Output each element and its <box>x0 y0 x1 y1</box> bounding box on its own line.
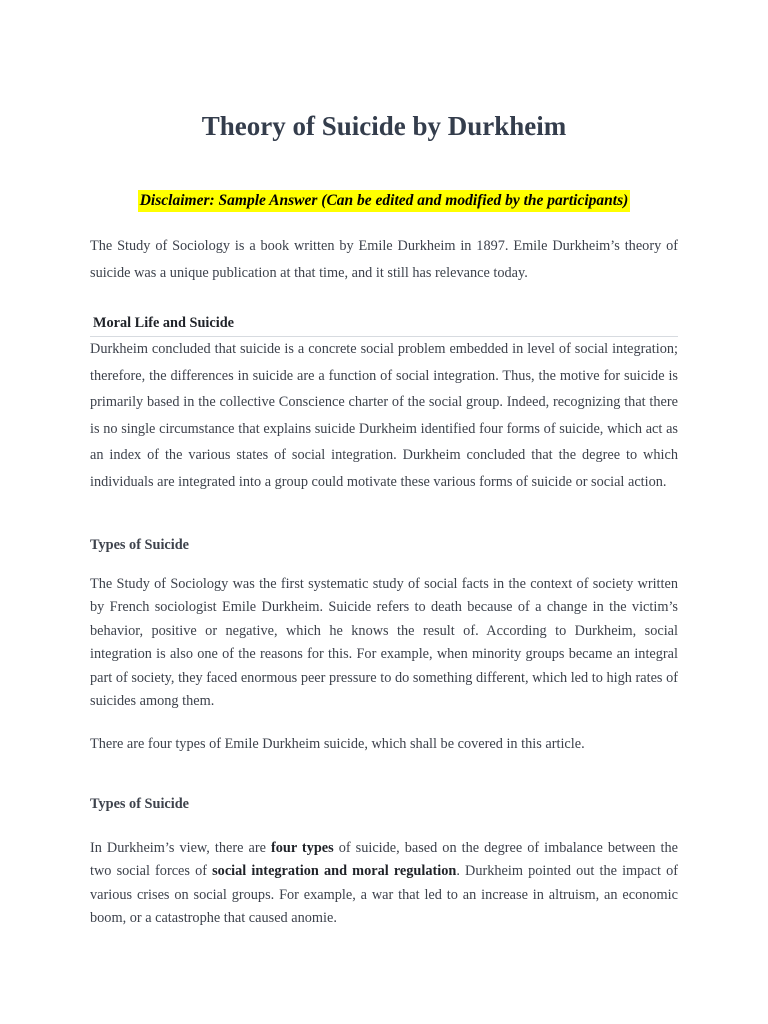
document-title: Theory of Suicide by Durkheim <box>201 111 567 141</box>
four-types-bold-1: four types <box>270 840 334 856</box>
section-heading-types-1: Types of Suicide <box>90 537 190 553</box>
types-note-paragraph: There are four types of Emile Durkheim suicide, which shall be covered in this article. <box>90 736 585 752</box>
disclaimer-container <box>0 190 768 212</box>
four-types-text-2: of suicide, based on the degree of imbalance between the two social forces of <box>90 840 678 880</box>
section-heading-moral-life: Moral Life and Suicide <box>93 315 234 331</box>
section-heading-types-2: Types of Suicide <box>90 796 190 812</box>
types-paragraph: The Study of Sociology was the first systematic study of social facts in the context of society written by French sociologist Emile Durkheim. Suicide refers to death because of a change in the victim’s behavior, positive or negative, which he knows the result of. According to Durkheim, social integration is also one of the reasons for this. For example, when minority groups became an integral part of society, they faced enormous peer pressure to do something different, which led to high rates of suicides among them. <box>90 576 678 710</box>
intro-paragraph: The Study of Sociology is a book written by Emile Durkheim in 1897. Emile Durkheim’s theory of suicide was a unique publication at that time, and it still has relevance today. <box>90 238 678 281</box>
moral-life-paragraph: Durkheim concluded that suicide is a concrete social problem embedded in level of social integration; therefore, the differences in suicide are a function of social integration. Thus, the motive for suicide is primarily based in the collective Conscience charter of the social group. Indeed, recognizing that there is no single circumstance that explains suicide Durkheim identified four forms of suicide, which act as an index of the various states of social integration. Durkheim concluded that the degree to which individuals are integrated into a group could motivate these various forms of suicide or social action. <box>90 341 678 490</box>
four-types-paragraph <box>90 837 678 931</box>
disclaimer-highlight: Disclaimer: Sample Answer (Can be edited and modified by the participants) <box>138 190 631 212</box>
four-types-text-1: In Durkheim’s view, there are <box>90 840 271 856</box>
four-types-text-3: . Durkheim pointed out the impact of various crises on social groups. For example, a war that led to an increase in altruism, an economic boom, or a catastrophe that caused anomie. <box>90 863 679 927</box>
four-types-bold-2: social integration and moral regulation <box>212 863 457 880</box>
